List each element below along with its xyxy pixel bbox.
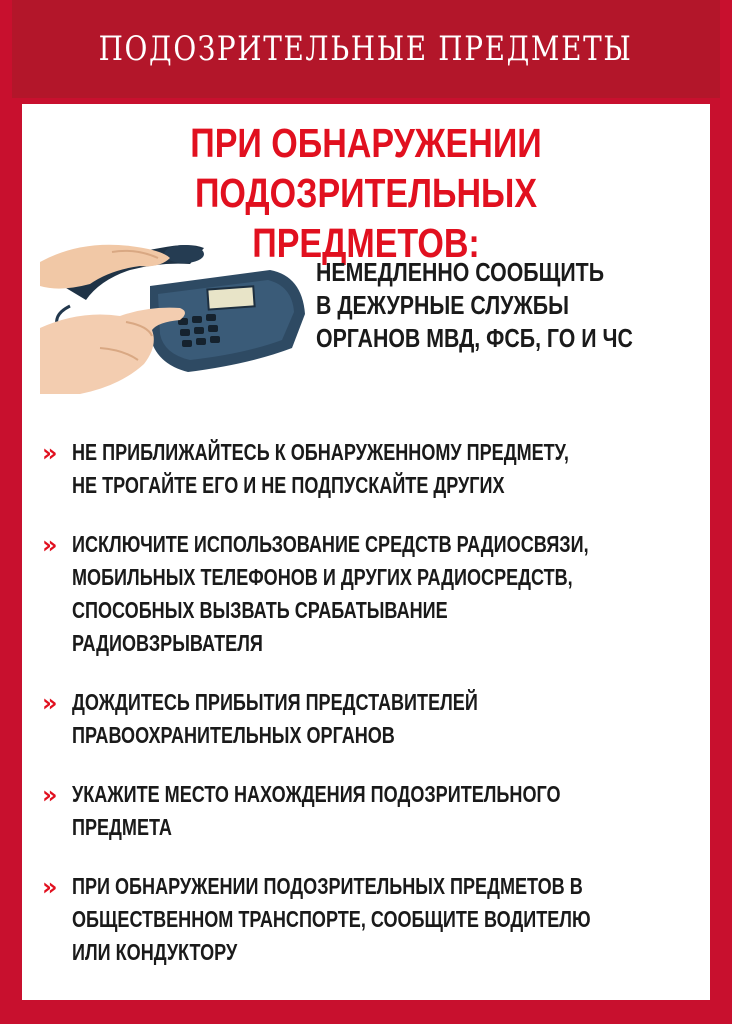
report-instruction: НЕМЕДЛЕННО СООБЩИТЬ В ДЕЖУРНЫЕ СЛУЖБЫ ОРГАНОВ МВД, ФСБ, ГО И ЧС (316, 257, 633, 353)
list-item (36, 870, 710, 969)
rules-list (36, 436, 710, 995)
rule-text: УКАЖИТЕ МЕСТО НАХОЖДЕНИЯ ПОДОЗРИТЕЛЬНОГО ПРЕДМЕТА (72, 781, 561, 840)
double-chevron-right-icon: » (42, 689, 53, 717)
header-bar (12, 0, 720, 98)
list-item (36, 436, 710, 502)
double-chevron-right-icon: » (42, 439, 53, 467)
rule-text: ИСКЛЮЧИТЕ ИСПОЛЬЗОВАНИЕ СРЕДСТВ РАДИОСВЯЗИ, МОБИЛЬНЫХ ТЕЛЕФОНОВ И ДРУГИХ РАДИОСРЕДСТВ, СПОСОБНЫХ ВЫЗВАТЬ СРАБАТЫВАНИЕ РАДИОВЗРЫВАТЕЛЯ (72, 531, 589, 656)
double-chevron-right-icon: » (42, 781, 53, 809)
list-item (36, 528, 710, 660)
content-panel (22, 104, 710, 1000)
rule-text: ДОЖДИТЕСЬ ПРИБЫТИЯ ПРЕДСТАВИТЕЛЕЙ ПРАВООХРАНИТЕЛЬНЫХ ОРГАНОВ (72, 689, 478, 748)
desk-phone-with-hand-icon (40, 236, 308, 394)
main-heading: ПРИ ОБНАРУЖЕНИИ ПОДОЗРИТЕЛЬНЫХ ПРЕДМЕТОВ: (190, 120, 542, 266)
double-chevron-right-icon: » (42, 531, 53, 559)
rule-text: ПРИ ОБНАРУЖЕНИИ ПОДОЗРИТЕЛЬНЫХ ПРЕДМЕТОВ В ОБЩЕСТВЕННОМ ТРАНСПОРТЕ, СООБЩИТЕ ВОДИТЕЛЮ ИЛИ КОНДУКТОРУ (72, 873, 591, 965)
list-item (36, 686, 710, 752)
double-chevron-right-icon: » (42, 873, 53, 901)
poster-title: ПОДОЗРИТЕЛЬНЫЕ ПРЕДМЕТЫ (99, 29, 633, 69)
list-item (36, 778, 710, 844)
rule-text: НЕ ПРИБЛИЖАЙТЕСЬ К ОБНАРУЖЕННОМУ ПРЕДМЕТУ, НЕ ТРОГАЙТЕ ЕГО И НЕ ПОДПУСКАЙТЕ ДРУГИХ (72, 439, 569, 498)
